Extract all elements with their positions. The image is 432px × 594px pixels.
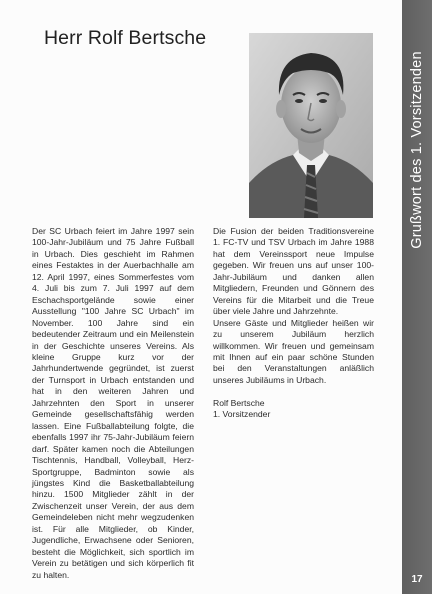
portrait-photo bbox=[249, 33, 373, 218]
signature-title: 1. Vorsitzender bbox=[213, 409, 271, 420]
right-text-column bbox=[213, 226, 374, 421]
section-sidebar bbox=[402, 0, 432, 594]
sidebar-title: Grußwort des 1. Vorsitzenden bbox=[409, 51, 425, 249]
signature-name: Rolf Bertsche bbox=[213, 397, 265, 408]
page-number: 17 bbox=[411, 574, 423, 585]
body-paragraph: Die Fusion der beiden Traditionsvereine 1. FC-TV und TSV Urbach im Jahre 1988 hat dem Vereinssport neue Impulse gegeben. Wir freuen uns auf unser 100-Jahr-Jubiläum und danken allen Mitgliedern, Freunden und Gönnern des Vereins für die Mitarbeit und die Treue über viele Jahre und Jahrzehnte. bbox=[213, 226, 374, 317]
paragraph-gap bbox=[213, 386, 374, 397]
body-paragraph: Der SC Urbach feiert im Jahre 1997 sein 100-Jahr-Jubiläum und 75 Jahre Fußball in Urbach. Dies geschieht im Rahmen eines Festaktes in der Auerbachhalle am 12. April 1997, eines Sommerfestes vom 4. Juli bis zum 7. Juli 1997 auf dem Eschachsportgelände sowie einer Ausstellung "100 Jahre SC Urbach" im November. 100 Jahre sind ein bedeutender Zeitraum und ein Meilenstein in der Geschichte unseres Vereins. Als kleine Gruppe kurz vor der Jahrhundertwende gegründet, ist zuerst der Turnsport in Urbach entstanden und hat in den weiteren Jahren und Jahrzehnten den Sport in unserer Gemeinde gesellschaftsfähig werden lassen. Eine Fußballabteilung folgte, die ebenfalls 1997 ihr 75-Jahr-Jubiläum feiern darf. Später kamen noch die Abteilungen Tischtennis, Handball, Volleyball, Herz-Sportgruppe, Badminton sowie als jüngstes Kind die Basketballabteilung hinzu. 1500 Mitglieder zählt in der Zwischenzeit unser Verein, der aus dem Gemeindeleben nicht mehr wegzudenken ist. Für alle Mitglieder, ob Kinder, Jugendliche, Erwachsene oder Senioren, besteht die Möglichkeit, sich sportlich im Verein zu betätigen und sich körperlich fit zu halten. bbox=[32, 226, 194, 580]
page-title: Herr Rolf Bertsche bbox=[44, 27, 207, 49]
left-text-column bbox=[32, 226, 194, 581]
body-paragraph: Unsere Gäste und Mitglieder heißen wir zu unserem Jubiläum herzlich willkommen. Wir freuen und gemeinsam mit Ihnen auf ein paar schöne Stunden bei den Veranstaltungen anläßlich unseres Jubiläums in Urbach. bbox=[213, 317, 374, 385]
